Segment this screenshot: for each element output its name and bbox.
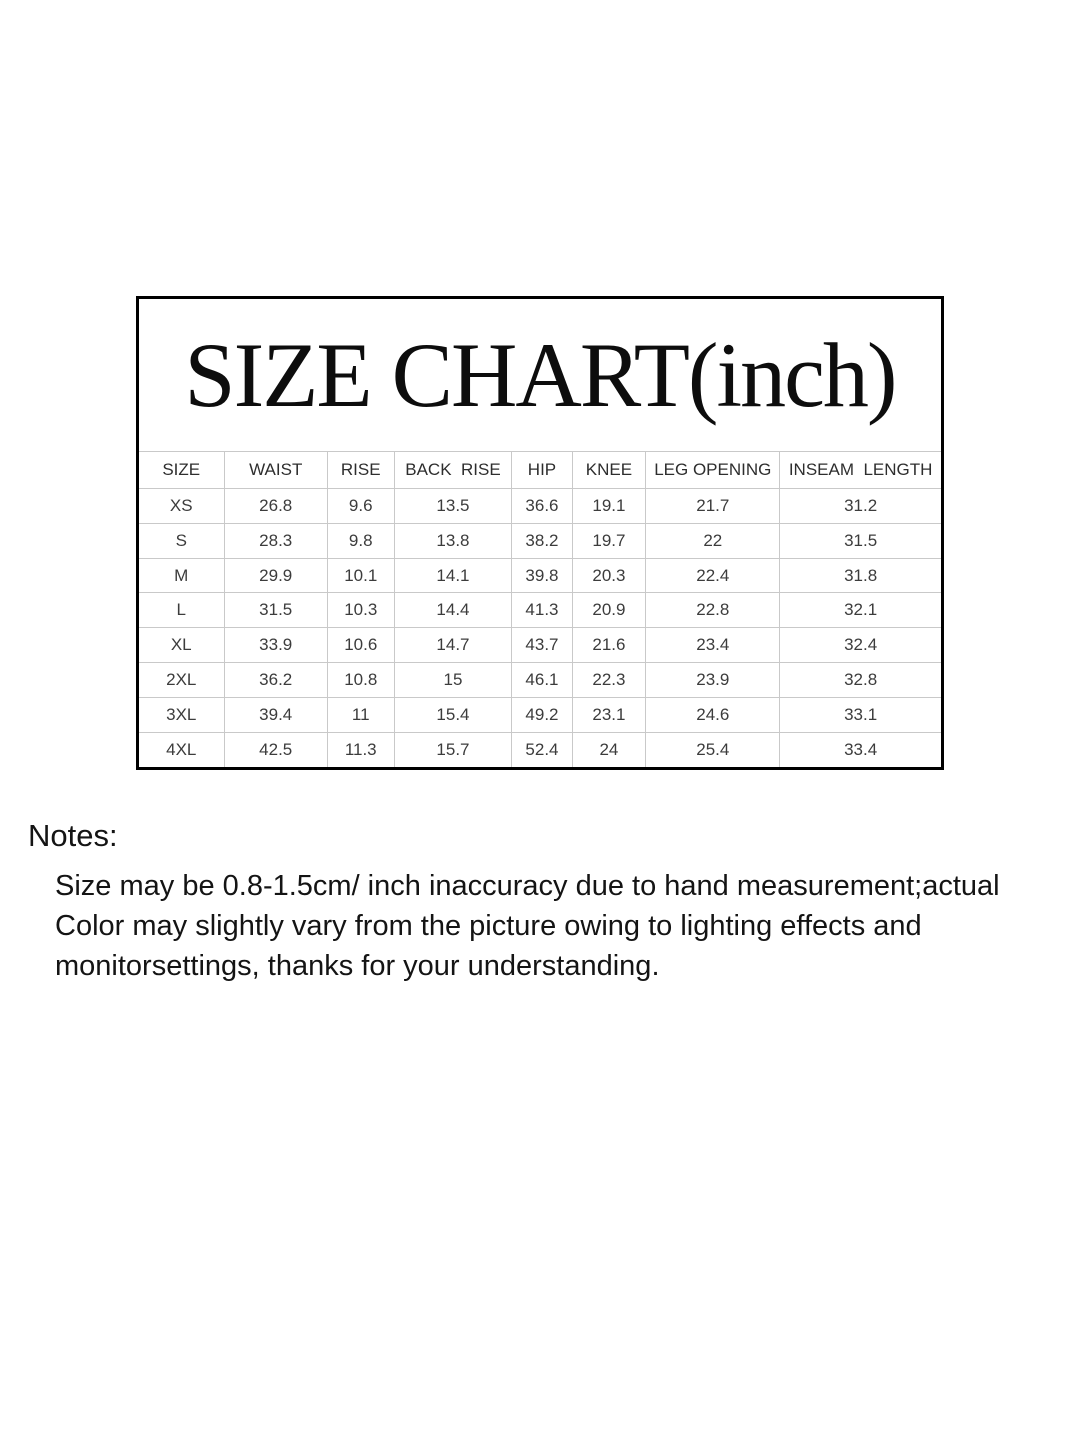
table-row <box>139 558 941 593</box>
measurement-cell: 33.4 <box>780 732 941 767</box>
table-row <box>139 628 941 663</box>
measurement-cell: 36.6 <box>512 489 572 524</box>
measurement-cell: 15.4 <box>394 697 512 732</box>
column-header: WAIST <box>224 452 327 489</box>
measurement-cell: 31.5 <box>780 523 941 558</box>
measurement-cell: 21.7 <box>646 489 780 524</box>
notes-line: Size may be 0.8-1.5cm/ inch inaccuracy due to hand measurement;actual <box>55 870 1000 902</box>
measurement-cell: 31.2 <box>780 489 941 524</box>
measurement-cell: 24 <box>572 732 646 767</box>
measurement-cell: 14.4 <box>394 593 512 628</box>
measurement-cell: 19.7 <box>572 523 646 558</box>
measurement-cell: 11 <box>327 697 394 732</box>
measurement-cell: 20.3 <box>572 558 646 593</box>
size-cell: 4XL <box>139 732 224 767</box>
measurement-cell: 14.7 <box>394 628 512 663</box>
measurement-cell: 28.3 <box>224 523 327 558</box>
measurement-cell: 52.4 <box>512 732 572 767</box>
measurement-cell: 10.6 <box>327 628 394 663</box>
measurement-cell: 10.1 <box>327 558 394 593</box>
measurement-cell: 22.3 <box>572 663 646 698</box>
column-header: INSEAM LENGTH <box>780 452 941 489</box>
notes-body <box>55 866 1055 986</box>
column-header: BACK RISE <box>394 452 512 489</box>
measurement-cell: 22.8 <box>646 593 780 628</box>
measurement-cell: 33.1 <box>780 697 941 732</box>
table-row <box>139 732 941 767</box>
measurement-cell: 49.2 <box>512 697 572 732</box>
size-cell: 2XL <box>139 663 224 698</box>
measurement-cell: 29.9 <box>224 558 327 593</box>
measurement-cell: 42.5 <box>224 732 327 767</box>
measurement-cell: 23.1 <box>572 697 646 732</box>
size-table-header <box>139 452 941 489</box>
measurement-cell: 20.9 <box>572 593 646 628</box>
measurement-cell: 13.8 <box>394 523 512 558</box>
size-chart-title: SIZE CHART(inch) <box>184 324 896 426</box>
measurement-cell: 9.6 <box>327 489 394 524</box>
title-area <box>139 299 941 451</box>
table-row <box>139 523 941 558</box>
measurement-cell: 10.3 <box>327 593 394 628</box>
column-header: KNEE <box>572 452 646 489</box>
size-cell: M <box>139 558 224 593</box>
measurement-cell: 31.5 <box>224 593 327 628</box>
measurement-cell: 14.1 <box>394 558 512 593</box>
notes-line: monitorsettings, thanks for your understanding. <box>55 950 660 982</box>
measurement-cell: 11.3 <box>327 732 394 767</box>
measurement-cell: 43.7 <box>512 628 572 663</box>
column-header: RISE <box>327 452 394 489</box>
table-row <box>139 593 941 628</box>
measurement-cell: 46.1 <box>512 663 572 698</box>
measurement-cell: 22 <box>646 523 780 558</box>
measurement-cell: 36.2 <box>224 663 327 698</box>
size-table <box>139 451 941 767</box>
column-header: SIZE <box>139 452 224 489</box>
size-cell: XL <box>139 628 224 663</box>
size-cell: XS <box>139 489 224 524</box>
measurement-cell: 33.9 <box>224 628 327 663</box>
measurement-cell: 26.8 <box>224 489 327 524</box>
header-row <box>139 452 941 489</box>
measurement-cell: 19.1 <box>572 489 646 524</box>
column-header: HIP <box>512 452 572 489</box>
measurement-cell: 15.7 <box>394 732 512 767</box>
size-table-body <box>139 489 941 768</box>
measurement-cell: 21.6 <box>572 628 646 663</box>
column-header: LEG OPENING <box>646 452 780 489</box>
measurement-cell: 9.8 <box>327 523 394 558</box>
measurement-cell: 39.8 <box>512 558 572 593</box>
measurement-cell: 24.6 <box>646 697 780 732</box>
measurement-cell: 23.4 <box>646 628 780 663</box>
measurement-cell: 22.4 <box>646 558 780 593</box>
notes-line: Color may slightly vary from the picture owing to lighting effects and <box>55 910 922 942</box>
measurement-cell: 23.9 <box>646 663 780 698</box>
measurement-cell: 31.8 <box>780 558 941 593</box>
size-cell: S <box>139 523 224 558</box>
table-row <box>139 697 941 732</box>
table-row <box>139 489 941 524</box>
notes-heading: Notes: <box>28 818 118 853</box>
table-row <box>139 663 941 698</box>
measurement-cell: 25.4 <box>646 732 780 767</box>
measurement-cell: 32.4 <box>780 628 941 663</box>
measurement-cell: 10.8 <box>327 663 394 698</box>
measurement-cell: 41.3 <box>512 593 572 628</box>
measurement-cell: 15 <box>394 663 512 698</box>
measurement-cell: 13.5 <box>394 489 512 524</box>
measurement-cell: 32.1 <box>780 593 941 628</box>
measurement-cell: 32.8 <box>780 663 941 698</box>
size-chart-box <box>136 296 944 770</box>
size-cell: L <box>139 593 224 628</box>
size-cell: 3XL <box>139 697 224 732</box>
measurement-cell: 39.4 <box>224 697 327 732</box>
measurement-cell: 38.2 <box>512 523 572 558</box>
